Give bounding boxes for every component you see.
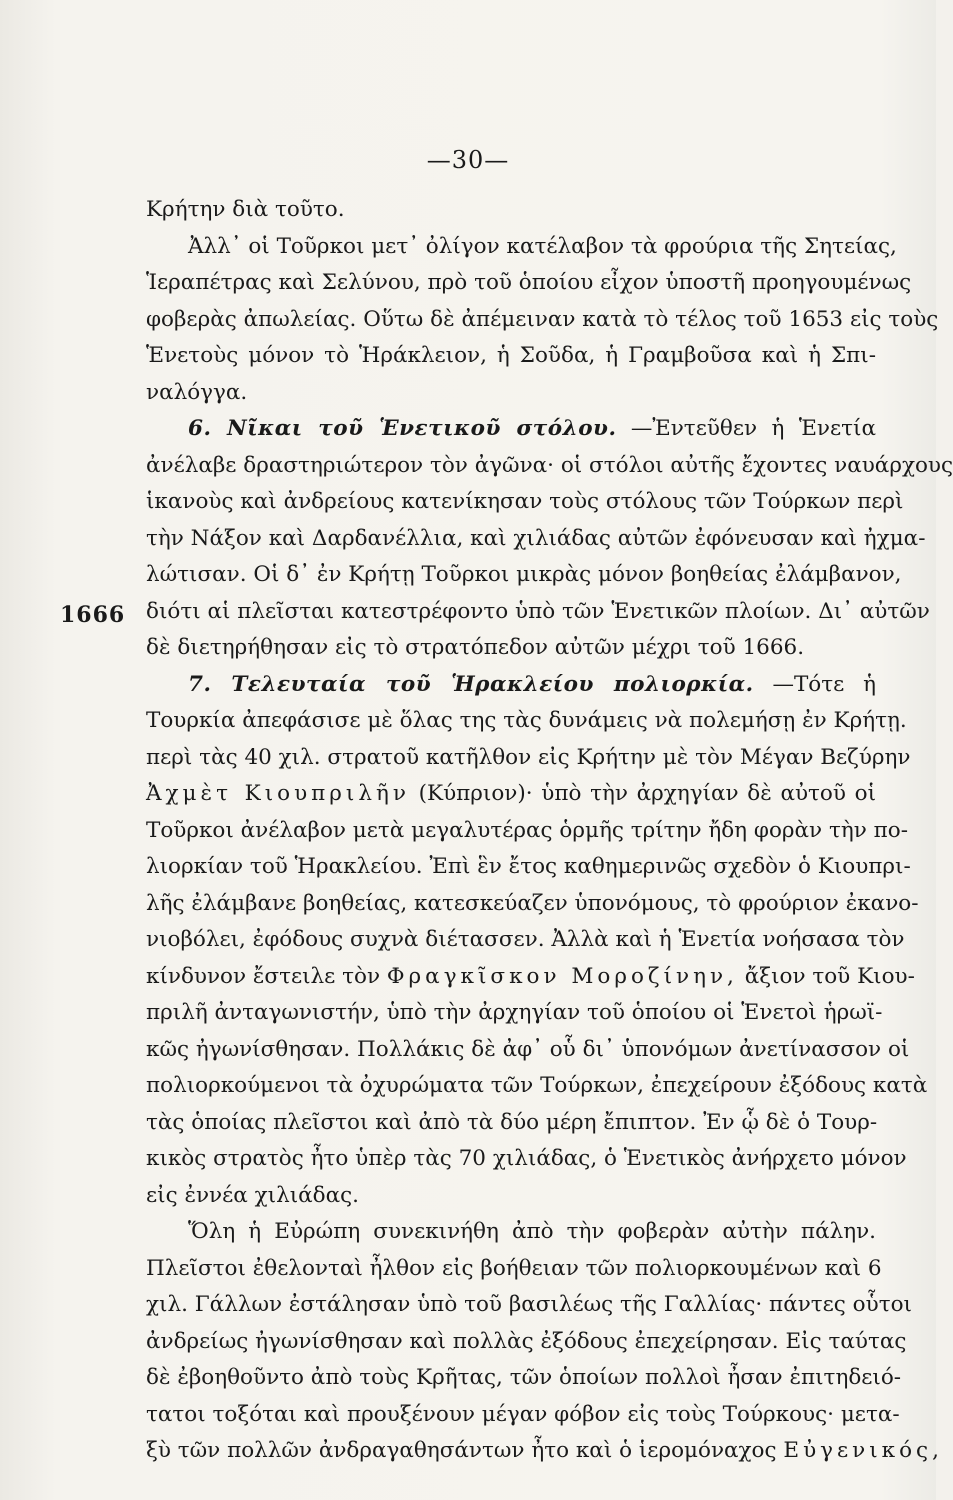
text-line: τὴν Νάξον καὶ Δαρδανέλλια, καὶ χιλιάδας αὐτῶν ἐφόνευσαν καὶ ἠχμα- bbox=[146, 525, 926, 551]
section-heading-line bbox=[146, 411, 876, 448]
body-text bbox=[146, 192, 953, 1470]
text-line: ναλόγγα. bbox=[146, 379, 248, 405]
text-line: Κρήτην διὰ τοῦτο. bbox=[146, 197, 345, 222]
text-line: Ἀλλ᾽ οἱ Τοῦρκοι μετ᾽ ὀλίγον κατέλαβον τὰ φρούρια τῆς Σητείας, bbox=[188, 233, 897, 259]
text-line: πριλῆ ἀνταγωνιστήν, ὑπὸ τὴν ἀρχηγίαν τοῦ ὁποίου οἱ Ἑνετοὶ ἡρωϊ- bbox=[146, 1000, 883, 1025]
text-fragment: ξὺ τῶν πολλῶν ἀνδραγαθησάντων ἦτο καὶ ὁ ἱερομόναχος bbox=[146, 1438, 777, 1463]
text-line: ἱκανοὺς καὶ ἀνδρείους κατενίκησαν τοὺς στόλους τῶν Τούρκων περὶ bbox=[146, 489, 904, 514]
text-line: ἀνέλαβε δραστηριώτερον τὸν ἀγῶνα· οἱ στόλοι αὐτῆς ἔχοντες ναυάρχους bbox=[146, 452, 953, 478]
text-line bbox=[146, 1433, 943, 1470]
text-line: πολιορκούμενοι τὰ ὀχυρώματα τῶν Τούρκων, ἐπεχείρουν ἐξόδους κατὰ bbox=[146, 1073, 928, 1098]
section-heading: 6. Νῖκαι τοῦ Ἑνετικοῦ στόλου. bbox=[188, 416, 617, 441]
text-fragment: ἄξιον τοῦ Κιου- bbox=[744, 963, 915, 989]
text-line: Τοῦρκοι ἀνέλαβον μετὰ μεγαλυτέρας ὁρμῆς τρίτην ἤδη φορὰν τὴν πο- bbox=[146, 817, 908, 843]
text-line: δὲ διετηρήθησαν εἰς τὸ στρατόπεδον αὐτῶν μέχρι τοῦ 1666. bbox=[146, 635, 805, 660]
text-line: κικὸς στρατὸς ἦτο ὑπὲρ τὰς 70 χιλιάδας, ὁ Ἑνετικὸς ἀνήρχετο μόνον bbox=[146, 1146, 907, 1171]
text-line: τὰς ὁποίας πλεῖστοι καὶ ἀπὸ τὰ δύο μέρη ἔπιπτον. Ἐν ᾧ δὲ ὁ Τουρ- bbox=[146, 1109, 878, 1135]
spaced-name: Φραγκῖσκον Μοροζίνην, bbox=[386, 963, 738, 989]
text-line bbox=[146, 959, 915, 996]
margin-year: 1666 bbox=[60, 602, 126, 628]
text-line: λῆς ἐλάμβανε βοηθείας, κατεσκεύαζεν ὑπονόμους, τὸ φρούριον ἐκανο- bbox=[146, 890, 919, 916]
section-heading: 7. Τελευταία τοῦ Ἡρακλείου πολιορκία. bbox=[188, 671, 754, 697]
text-line: λώτισαν. Οἱ δ᾽ ἐν Κρήτῃ Τοῦρκοι μικρὰς μόνον βοηθείας ἐλάμβανον, bbox=[146, 562, 902, 587]
text-line: ἀνδρείως ἠγωνίσθησαν καὶ πολλὰς ἐξόδους ἐπεχείρησαν. Εἰς ταύτας bbox=[146, 1328, 907, 1354]
text-fragment: —Ἐντεῦθεν ἡ Ἑνετία bbox=[630, 416, 876, 441]
text-line: λιορκίαν τοῦ Ἡρακλείου. Ἐπὶ ἓν ἔτος καθημερινῶς σχεδὸν ὁ Κιουπρι- bbox=[146, 854, 911, 879]
text-line: Ὅλη ἡ Εὐρώπη συνεκινήθη ἀπὸ τὴν φοβερὰν αὐτὴν πάλην. bbox=[188, 1219, 876, 1244]
text-line: χιλ. Γάλλων ἐστάλησαν ὑπὸ τοῦ βασιλέως τῆς Γαλλίας· πάντες οὗτοι bbox=[146, 1292, 912, 1317]
spaced-name: Εὐγενικός, bbox=[783, 1438, 943, 1463]
text-line: κῶς ἠγωνίσθησαν. Πολλάκις δὲ ἀφ᾽ οὗ δι᾽ ὑπονόμων ἀνετίνασσον οἱ bbox=[146, 1036, 910, 1062]
text-line: εἰς ἐννέα χιλιάδας. bbox=[146, 1182, 359, 1208]
text-fragment: κίνδυνον ἔστειλε τὸν bbox=[146, 963, 381, 989]
text-line bbox=[146, 776, 876, 813]
text-line: Ἱεραπέτρας καὶ Σελύνου, πρὸ τοῦ ὁποίου εἶχον ὑποστῆ προηγουμένως bbox=[146, 270, 912, 295]
text-line: περὶ τὰς 40 χιλ. στρατοῦ κατῆλθον εἰς Κρήτην μὲ τὸν Μέγαν Βεζύρην bbox=[146, 744, 911, 770]
text-fragment: (Κύπριον)· ὑπὸ τὴν ἀρχηγίαν δὲ αὐτοῦ οἱ bbox=[418, 781, 877, 806]
text-line: δὲ ἐβοηθοῦντο ἀπὸ τοὺς Κρῆτας, τῶν ὁποίων πολλοὶ ἦσαν ἐπιτηδειό- bbox=[146, 1365, 902, 1390]
page-number: —30— bbox=[426, 146, 510, 174]
text-line: νιοβόλει, ἐφόδους συχνὰ διέτασσεν. Ἀλλὰ καὶ ἡ Ἑνετία νοήσασα τὸν bbox=[146, 927, 905, 952]
text-line: Πλεῖστοι ἐθελονταὶ ἦλθον εἰς βοήθειαν τῶν πολιορκουμένων καὶ 6 bbox=[146, 1255, 882, 1281]
text-line: φοβερὰς ἀπωλείας. Οὕτω δὲ ἀπέμειναν κατὰ τὸ τέλος τοῦ 1653 εἰς τοὺς bbox=[146, 306, 939, 332]
spaced-name: Ἀχμὲτ Κιουπριλῆν bbox=[146, 781, 410, 806]
section-heading-line bbox=[146, 667, 876, 704]
text-fragment: —Τότε ἡ bbox=[772, 671, 876, 697]
text-line: διότι αἱ πλεῖσται κατεστρέφοντο ὑπὸ τῶν Ἑνετικῶν πλοίων. Δι᾽ αὐτῶν bbox=[146, 598, 930, 624]
text-line: Τουρκία ἀπεφάσισε μὲ ὅλας της τὰς δυνάμεις νὰ πολεμήσῃ ἐν Κρήτῃ. bbox=[146, 708, 907, 733]
text-line: Ἑνετοὺς μόνον τὸ Ἡράκλειον, ἡ Σοῦδα, ἡ Γραμβοῦσα καὶ ἡ Σπι- bbox=[146, 343, 876, 368]
text-line: τατοι τοξόται καὶ προυξένουν μέγαν φόβον εἰς τοὺς Τούρκους· μετα- bbox=[146, 1401, 900, 1427]
